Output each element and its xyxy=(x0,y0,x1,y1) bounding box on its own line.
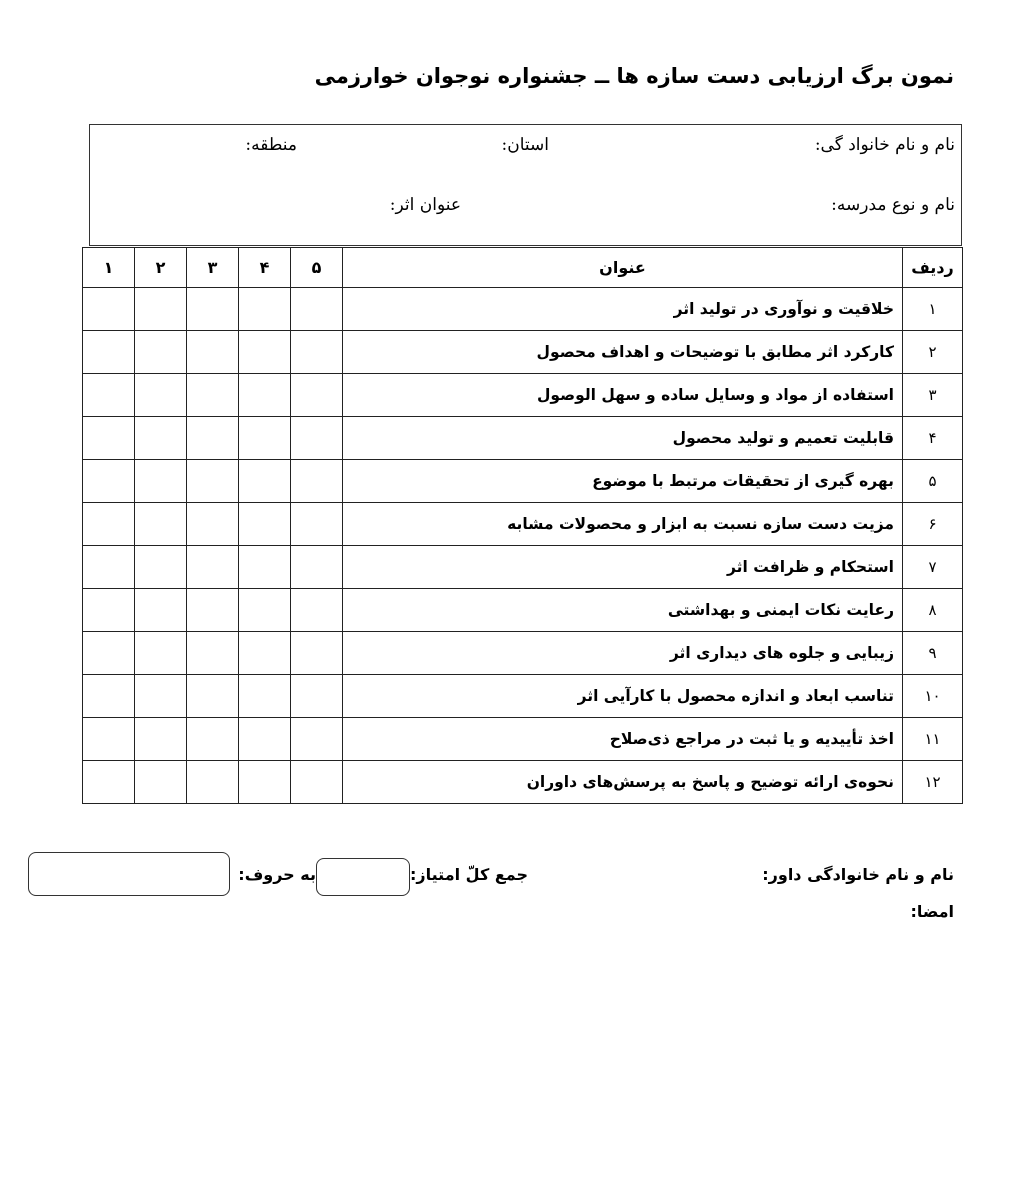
criterion-title: کارکرد اثر مطابق با توضیحات و اهداف محصول xyxy=(343,331,903,374)
table-row xyxy=(83,546,963,589)
row-number: ۱۲ xyxy=(903,761,963,804)
score-cell-3[interactable] xyxy=(187,761,239,804)
page-title: نمون برگ ارزیابی دست سازه ها ــ جشنواره نوجوان خوارزمی xyxy=(314,64,954,88)
score-cell-1[interactable] xyxy=(83,675,135,718)
row-number: ۳ xyxy=(903,374,963,417)
criterion-title: استحکام و ظرافت اثر xyxy=(343,546,903,589)
score-cell-4[interactable] xyxy=(239,417,291,460)
score-cell-4[interactable] xyxy=(239,460,291,503)
score-cell-1[interactable] xyxy=(83,503,135,546)
score-cell-1[interactable] xyxy=(83,589,135,632)
participant-info-box xyxy=(89,124,962,246)
row-number: ۴ xyxy=(903,417,963,460)
score-cell-3[interactable] xyxy=(187,331,239,374)
header-score-5: ۵ xyxy=(291,248,343,288)
score-cell-2[interactable] xyxy=(135,331,187,374)
row-number: ۱۱ xyxy=(903,718,963,761)
score-cell-3[interactable] xyxy=(187,675,239,718)
province-label: استان: xyxy=(501,135,549,155)
row-number: ۲ xyxy=(903,331,963,374)
score-cell-1[interactable] xyxy=(83,632,135,675)
score-cell-4[interactable] xyxy=(239,288,291,331)
table-row xyxy=(83,675,963,718)
score-cell-3[interactable] xyxy=(187,417,239,460)
total-score-label: جمع کلّ امتیاز: xyxy=(410,865,528,884)
score-cell-2[interactable] xyxy=(135,632,187,675)
score-cell-4[interactable] xyxy=(239,546,291,589)
score-cell-1[interactable] xyxy=(83,761,135,804)
score-cell-3[interactable] xyxy=(187,374,239,417)
score-cell-5[interactable] xyxy=(291,546,343,589)
row-number: ۵ xyxy=(903,460,963,503)
score-cell-4[interactable] xyxy=(239,374,291,417)
criterion-title: نحوه‌ی ارائه توضیح و پاسخ به پرسش‌های داوران xyxy=(343,761,903,804)
row-number: ۶ xyxy=(903,503,963,546)
table-header-row xyxy=(83,248,963,288)
score-cell-5[interactable] xyxy=(291,460,343,503)
row-number: ۹ xyxy=(903,632,963,675)
criterion-title: اخذ تأییدیه و یا ثبت در مراجع ذی‌صلاح xyxy=(343,718,903,761)
school-label: نام و نوع مدرسه: xyxy=(831,195,955,215)
score-cell-5[interactable] xyxy=(291,589,343,632)
score-cell-1[interactable] xyxy=(83,288,135,331)
score-cell-5[interactable] xyxy=(291,761,343,804)
header-score-1: ۱ xyxy=(83,248,135,288)
score-cell-5[interactable] xyxy=(291,288,343,331)
score-cell-4[interactable] xyxy=(239,503,291,546)
score-cell-2[interactable] xyxy=(135,460,187,503)
criterion-title: خلاقیت و نوآوری در تولید اثر xyxy=(343,288,903,331)
criterion-title: قابلیت تعمیم و تولید محصول xyxy=(343,417,903,460)
score-cell-4[interactable] xyxy=(239,331,291,374)
judge-name-label: نام و نام خانوادگی داور: xyxy=(762,865,954,884)
score-cell-5[interactable] xyxy=(291,374,343,417)
score-cell-4[interactable] xyxy=(239,761,291,804)
criterion-title: مزیت دست سازه نسبت به ابزار و محصولات مشابه xyxy=(343,503,903,546)
table-row xyxy=(83,460,963,503)
score-cell-5[interactable] xyxy=(291,503,343,546)
score-cell-1[interactable] xyxy=(83,331,135,374)
score-cell-4[interactable] xyxy=(239,632,291,675)
table-row xyxy=(83,718,963,761)
score-cell-2[interactable] xyxy=(135,718,187,761)
table-row xyxy=(83,374,963,417)
criterion-title: رعایت نکات ایمنی و بهداشتی xyxy=(343,589,903,632)
score-cell-3[interactable] xyxy=(187,589,239,632)
score-cell-1[interactable] xyxy=(83,417,135,460)
score-cell-3[interactable] xyxy=(187,546,239,589)
row-number: ۷ xyxy=(903,546,963,589)
criterion-title: استفاده از مواد و وسایل ساده و سهل الوصول xyxy=(343,374,903,417)
criterion-title: بهره گیری از تحقیقات مرتبط با موضوع xyxy=(343,460,903,503)
row-number: ۱ xyxy=(903,288,963,331)
score-cell-2[interactable] xyxy=(135,374,187,417)
score-cell-2[interactable] xyxy=(135,417,187,460)
score-cell-3[interactable] xyxy=(187,503,239,546)
score-cell-2[interactable] xyxy=(135,761,187,804)
score-cell-5[interactable] xyxy=(291,632,343,675)
score-cell-3[interactable] xyxy=(187,460,239,503)
score-in-words-field[interactable] xyxy=(28,852,230,896)
table-row xyxy=(83,417,963,460)
score-cell-5[interactable] xyxy=(291,417,343,460)
score-cell-3[interactable] xyxy=(187,718,239,761)
header-score-3: ۳ xyxy=(187,248,239,288)
row-number: ۱۰ xyxy=(903,675,963,718)
in-words-label: به حروف: xyxy=(238,865,316,884)
score-cell-3[interactable] xyxy=(187,632,239,675)
criterion-title: تناسب ابعاد و اندازه محصول با کارآیی اثر xyxy=(343,675,903,718)
score-cell-1[interactable] xyxy=(83,546,135,589)
header-title: عنوان xyxy=(343,248,903,288)
region-label: منطقه: xyxy=(245,135,297,155)
header-row-number: ردیف xyxy=(903,248,963,288)
score-cell-4[interactable] xyxy=(239,675,291,718)
table-row xyxy=(83,761,963,804)
score-cell-5[interactable] xyxy=(291,718,343,761)
criterion-title: زیبایی و جلوه های دیداری اثر xyxy=(343,632,903,675)
score-cell-2[interactable] xyxy=(135,503,187,546)
score-cell-1[interactable] xyxy=(83,460,135,503)
score-cell-3[interactable] xyxy=(187,288,239,331)
total-score-field[interactable] xyxy=(316,858,410,896)
score-cell-2[interactable] xyxy=(135,589,187,632)
table-row xyxy=(83,503,963,546)
evaluation-table xyxy=(82,247,963,804)
score-cell-2[interactable] xyxy=(135,675,187,718)
table-row xyxy=(83,331,963,374)
score-cell-4[interactable] xyxy=(239,718,291,761)
score-cell-5[interactable] xyxy=(291,331,343,374)
table-row xyxy=(83,589,963,632)
row-number: ۸ xyxy=(903,589,963,632)
score-cell-2[interactable] xyxy=(135,288,187,331)
table-row xyxy=(83,288,963,331)
signature-label: امضا: xyxy=(910,902,954,921)
score-cell-2[interactable] xyxy=(135,546,187,589)
score-cell-1[interactable] xyxy=(83,374,135,417)
full-name-label: نام و نام خانواد گی: xyxy=(814,135,955,155)
header-score-4: ۴ xyxy=(239,248,291,288)
work-title-label: عنوان اثر: xyxy=(389,195,461,215)
score-cell-4[interactable] xyxy=(239,589,291,632)
header-score-2: ۲ xyxy=(135,248,187,288)
score-cell-1[interactable] xyxy=(83,718,135,761)
table-row xyxy=(83,632,963,675)
score-cell-5[interactable] xyxy=(291,675,343,718)
